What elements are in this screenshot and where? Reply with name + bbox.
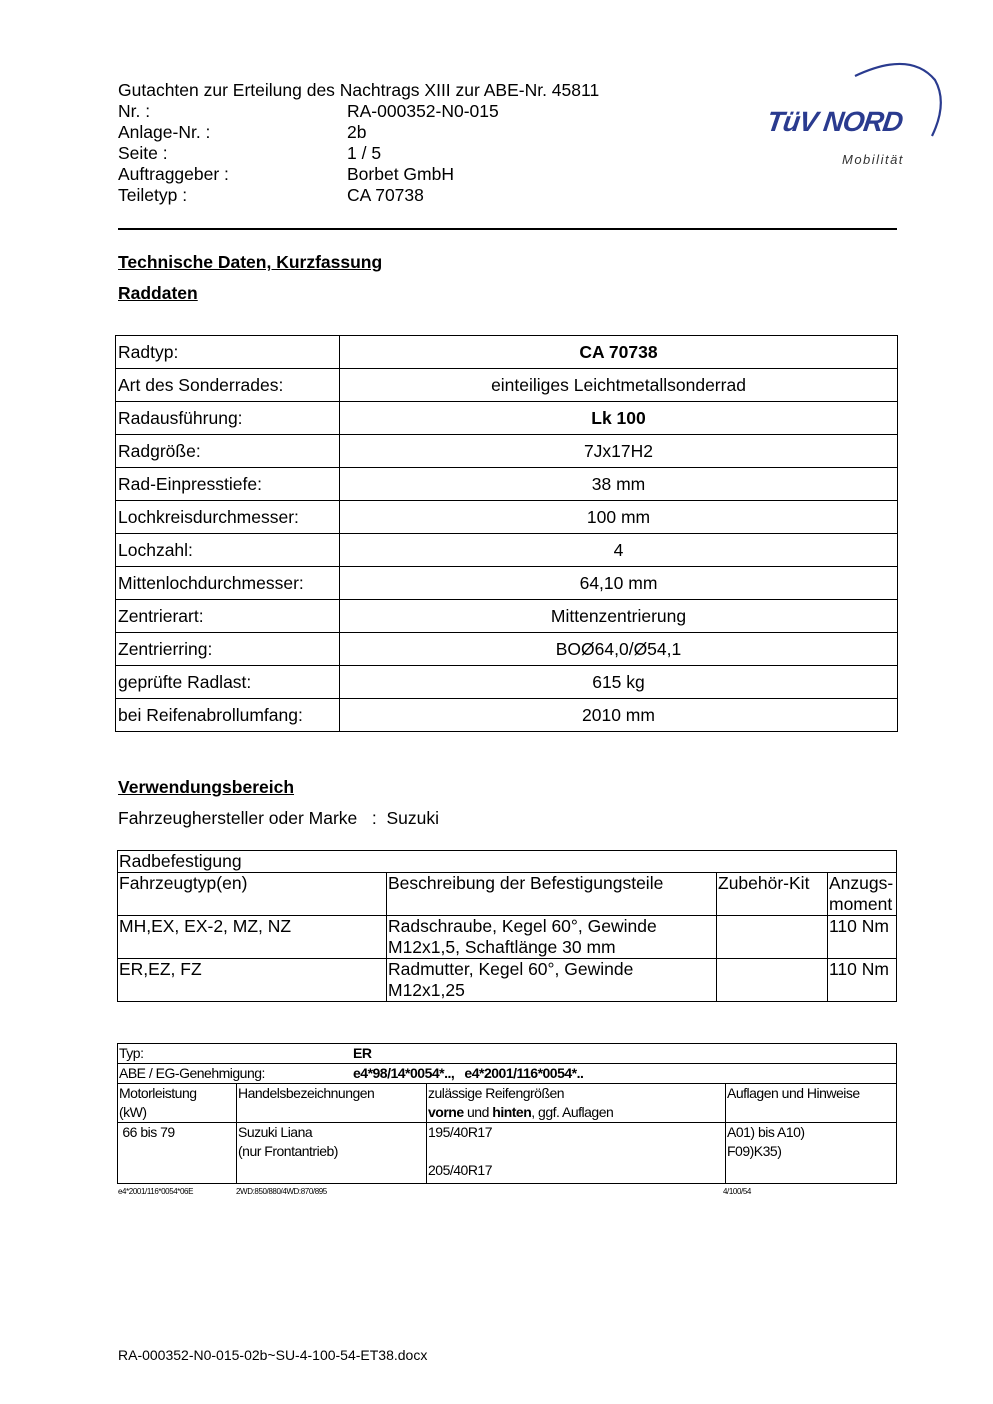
header-row-anlage: Anlage-Nr. : 2b [118, 122, 367, 142]
header-divider [118, 228, 897, 230]
abe-label: ABE / EG-Genehmigung: [119, 1065, 265, 1081]
fahrzeughersteller-value: Suzuki [386, 808, 440, 828]
document-footer: RA-000352-N0-015-02b~SU-4-100-54-ET38.docx [118, 1347, 428, 1363]
table-row: bei Reifenabrollumfang: 2010 mm [116, 699, 898, 732]
table-row: 66 bis 79 Suzuki Liana (nur Frontantrieb) 195/40R17 205/40R17 A01) bis A10) F09)K35) [118, 1123, 897, 1184]
radbefestigung-title: Radbefestigung [118, 851, 897, 873]
footnote-approval: e4*2001/116*0054*06E [118, 1187, 194, 1196]
header-row-auftraggeber: Auftraggeber : Borbet GmbH [118, 164, 454, 184]
table-row [118, 851, 897, 873]
table-row [118, 1044, 897, 1064]
logo-sub: Mobilität [842, 152, 904, 167]
fahrzeughersteller-line [118, 808, 439, 829]
table-header-row: Fahrzeugtyp(en) Beschreibung der Befestigungsteile Zubehör-Kit Anzugs- moment [118, 873, 897, 916]
table-row: Zentrierart: Mittenzentrierung [116, 600, 898, 633]
header-row-seite: Seite : 1 / 5 [118, 143, 382, 163]
fahrzeughersteller-label: Fahrzeughersteller oder Marke [118, 808, 358, 828]
table-header-row: Motorleistung (kW) Handelsbezeichnungen zulässige Reifengrößen vorne und hinten, ggf. Auflagen Auflagen und Hinweise [118, 1084, 897, 1123]
table-row: ER,EZ, FZ Radmutter, Kegel 60°, Gewinde M12x1,25 110 Nm [118, 959, 897, 1002]
section-verwendungsbereich: Verwendungsbereich [118, 777, 295, 797]
document-header [118, 80, 599, 206]
table-row: geprüfte Radlast: 615 kg [116, 666, 898, 699]
table-row: Radgröße: 7Jx17H2 [116, 435, 898, 468]
table-row: Lochkreisdurchmesser: 100 mm [116, 501, 898, 534]
footnote-weights: 2WD:850/880/4WD:870/895 [236, 1187, 327, 1196]
table-row: Radausführung: Lk 100 [116, 402, 898, 435]
raddaten-table [115, 335, 898, 732]
table-row: Lochzahl: 4 [116, 534, 898, 567]
table-row: Radtyp: CA 70738 [116, 336, 898, 369]
typ-label: Typ: [119, 1045, 144, 1061]
typ-value: ER [353, 1045, 372, 1061]
fahrzeughersteller-sep: : [371, 808, 377, 828]
header-title: Gutachten zur Erteilung des Nachtrags XIII zur ABE-Nr. 45811 [118, 80, 600, 100]
tuev-nord-logo [760, 58, 945, 173]
table-row [118, 1064, 897, 1084]
radbefestigung-table [117, 850, 897, 1002]
typ-table [117, 1043, 897, 1184]
section-technische-daten: Technische Daten, Kurzfassung [118, 252, 383, 272]
abe-value: e4*98/14*0054*.., e4*2001/116*0054*.. [353, 1065, 584, 1081]
table-row: MH,EX, EX-2, MZ, NZ Radschraube, Kegel 60°, Gewinde M12x1,5, Schaftlänge 30 mm 110 Nm [118, 916, 897, 959]
header-row-nr: Nr. : RA-000352-N0-015 [118, 101, 499, 121]
table-row: Mittenlochdurchmesser: 64,10 mm [116, 567, 898, 600]
footnote-bolt-pattern: 4/100/54 [723, 1187, 751, 1196]
table-row: Rad-Einpresstiefe: 38 mm [116, 468, 898, 501]
logo-brand: TüV NORD [764, 106, 905, 137]
table-row: Zentrierring: BOØ64,0/Ø54,1 [116, 633, 898, 666]
header-row-teiletyp: Teiletyp : CA 70738 [118, 185, 424, 205]
section-raddaten: Raddaten [118, 283, 198, 303]
table-row: Art des Sonderrades: einteiliges Leichtmetallsonderrad [116, 369, 898, 402]
